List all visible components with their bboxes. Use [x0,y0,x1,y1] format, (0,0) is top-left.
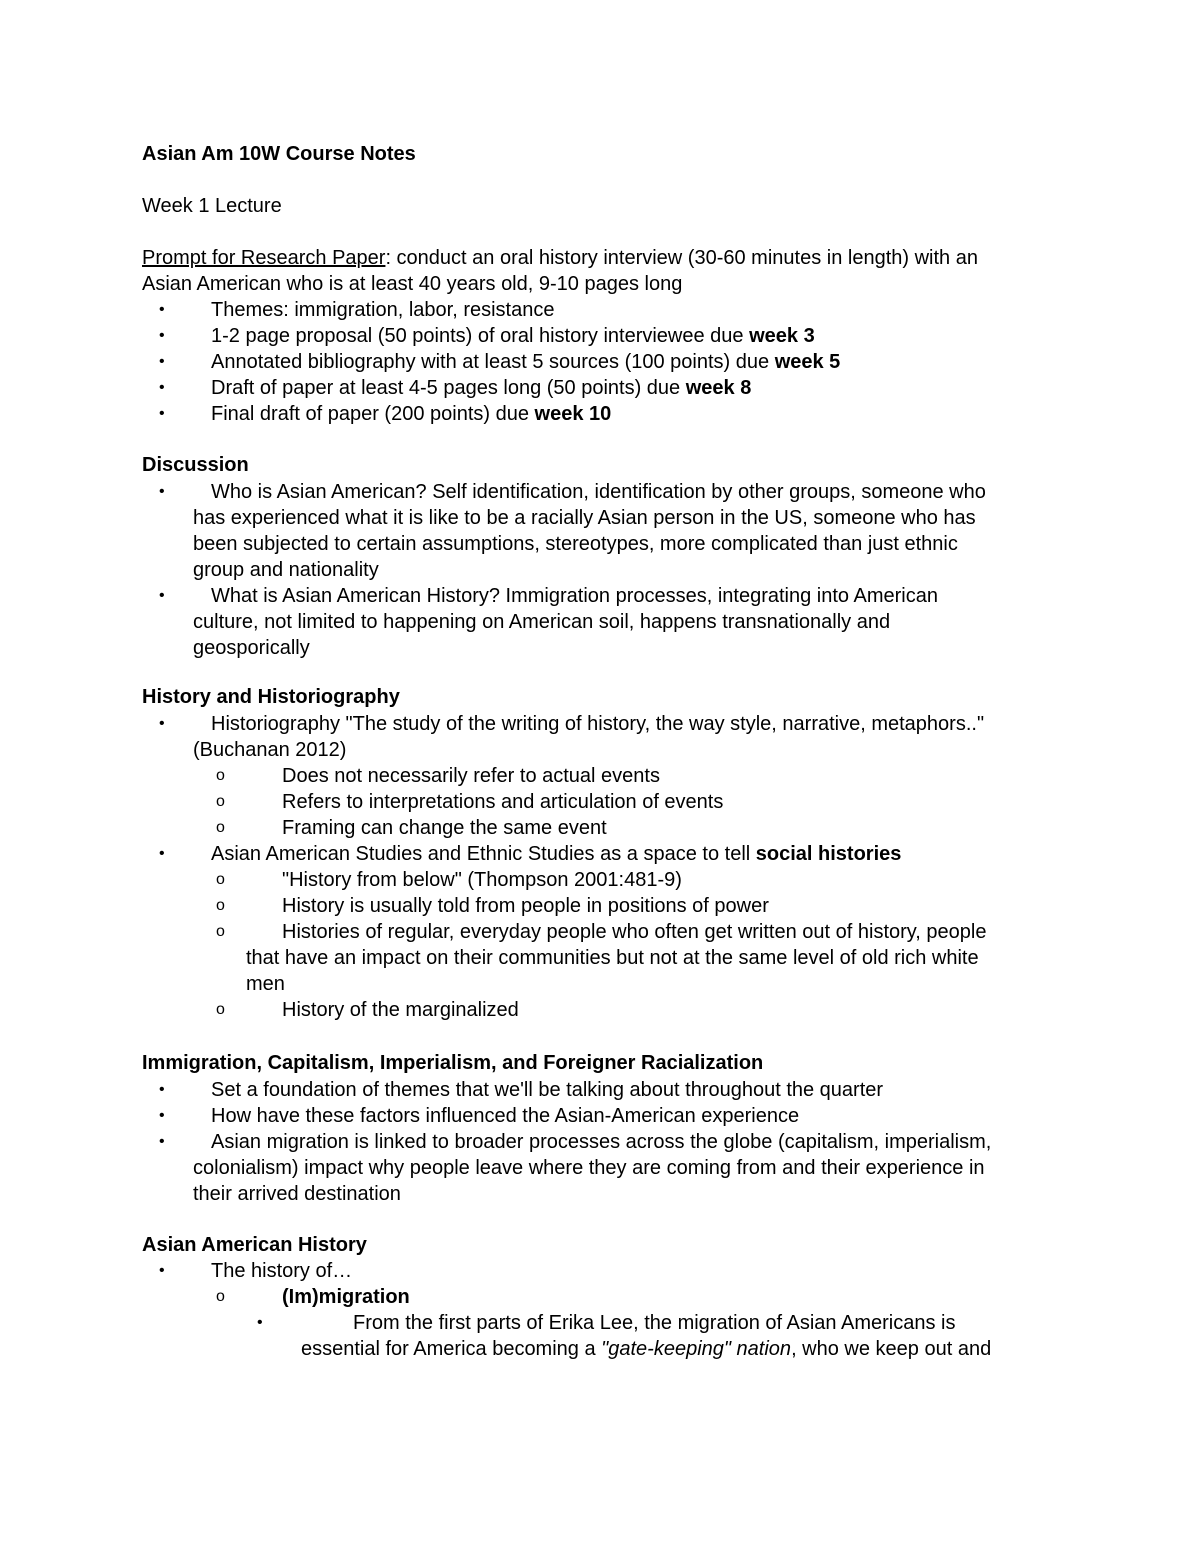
history-heading: History and Historiography [142,686,400,708]
history-list [142,711,1072,1023]
circle-bullet-icon: o [216,793,225,810]
bullet-icon: • [159,1107,165,1124]
doc-title: Asian Am 10W Course Notes [142,143,416,165]
sub-list-item: o Histories of regular, everyday people who often get written out of history, people that have an impact on their communities but not at the same level of old rich white men [216,921,987,995]
bullet-icon: • [257,1314,263,1331]
list-item: • Annotated bibliography with at least 5 sources (100 points) due week 5 [159,351,841,373]
bullet-icon: • [159,353,165,370]
discussion-heading: Discussion [142,454,249,476]
list-item: • What is Asian American History? Immigration processes, integrating into American culture, not limited to happening on American soil, happens transnationally and geosporically [159,585,938,659]
sub-list-item: o Refers to interpretations and articulation of events [216,791,724,813]
bullet-icon: • [159,845,165,862]
bullet-icon: • [159,327,165,344]
list-item: • Historiography "The study of the writing of history, the way style, narrative, metaphors.." (Buchanan 2012) [159,713,985,761]
circle-bullet-icon: o [216,897,225,914]
prompt-text-1: : conduct an oral history interview (30-60 minutes in length) with an [385,247,978,269]
list-item: • Asian American Studies and Ethnic Studies as a space to tell social histories [159,843,902,865]
bullet-icon: • [159,379,165,396]
bullet-icon: • [159,715,165,732]
prompt-paragraph [142,245,1072,297]
sub-list-item: o (Im)migration [216,1286,410,1308]
aah-list [142,1258,1072,1362]
list-item: • Set a foundation of themes that we'll be talking about throughout the quarter [159,1079,884,1101]
bullet-icon: • [159,405,165,422]
week-label: Week 1 Lecture [142,195,282,217]
list-item: • Draft of paper at least 4-5 pages long (50 points) due week 8 [159,377,752,399]
prompt-label: Prompt for Research Paper [142,247,386,269]
immigration-heading: Immigration, Capitalism, Imperialism, and Foreigner Racialization [142,1052,764,1074]
sub-sub-list-item: • From the first parts of Erika Lee, the migration of Asian Americans is essential for America becoming a "gate-keeping" nation, who we keep out and [257,1312,992,1360]
sub-list-item: o History of the marginalized [216,999,519,1021]
list-item: • How have these factors influenced the Asian-American experience [159,1105,800,1127]
circle-bullet-icon: o [216,819,225,836]
circle-bullet-icon: o [216,923,225,940]
prompt-bullet-list [142,297,1072,427]
circle-bullet-icon: o [216,767,225,784]
sub-list-item: o Does not necessarily refer to actual events [216,765,660,787]
circle-bullet-icon: o [216,871,225,888]
bullet-icon: • [159,1262,165,1279]
sub-list-item: o Framing can change the same event [216,817,607,839]
bullet-icon: • [159,483,165,500]
bullet-icon: • [159,1081,165,1098]
circle-bullet-icon: o [216,1288,225,1305]
aah-heading: Asian American History [142,1234,367,1256]
list-item: • Final draft of paper (200 points) due week 10 [159,403,612,425]
list-item: • Asian migration is linked to broader processes across the globe (capitalism, imperialism, colonialism) impact why people leave where they are coming from and their experience in their arrived destination [159,1131,992,1205]
list-item: • 1-2 page proposal (50 points) of oral history interviewee due week 3 [159,325,815,347]
bullet-icon: • [159,301,165,318]
discussion-list [142,479,1072,661]
list-item: • Who is Asian American? Self identification, identification by other groups, someone who has experienced what it is like to be a racially Asian person in the US, someone who has been subjected to certain assumptions, stereotypes, more complicated than just ethnic group and nationality [159,481,986,581]
list-item: • Themes: immigration, labor, resistance [159,299,555,321]
list-item: • The history of… [159,1260,353,1282]
prompt-text-2: Asian American who is at least 40 years old, 9-10 pages long [142,273,683,295]
bullet-icon: • [159,587,165,604]
bullet-icon: • [159,1133,165,1150]
sub-list-item: o History is usually told from people in positions of power [216,895,769,917]
circle-bullet-icon: o [216,1001,225,1018]
sub-list-item: o "History from below" (Thompson 2001:481-9) [216,869,682,891]
immigration-list [142,1077,1072,1207]
